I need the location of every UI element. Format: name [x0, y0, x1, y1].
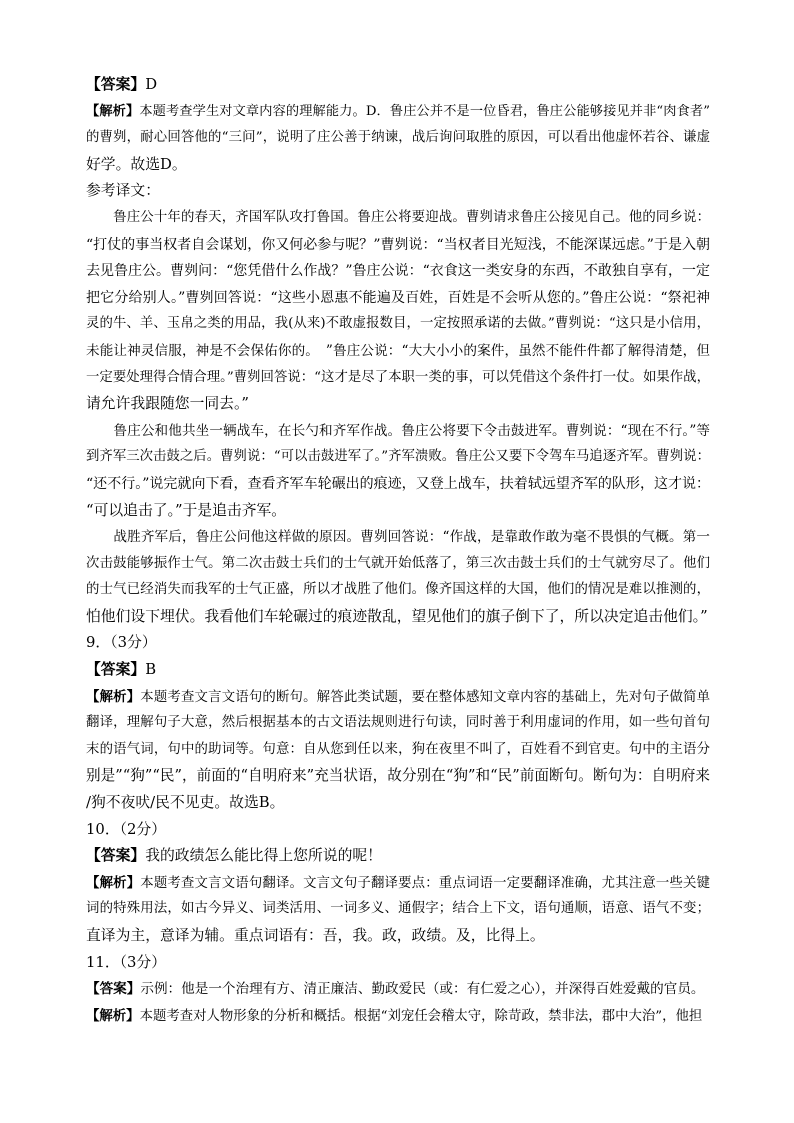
line-text: D	[145, 76, 158, 93]
text-line	[86, 524, 710, 551]
line-text: B	[145, 661, 157, 679]
line-text: 未能让神灵信服，神是不会保佑你的。 ”鲁庄公说：“大大小小的案件，虽然不能件件都了解得清楚，但	[86, 342, 710, 359]
text-line	[86, 72, 710, 99]
line-text: 的曹刿，耐心回答他的“三问”，说明了庄公善于纳谏，战后询问取胜的原因，可以看出他虚怀若谷、谦虚	[86, 130, 710, 146]
line-text: /狗不夜吠/民不见吏。故选B。	[86, 794, 285, 812]
text-line	[86, 710, 710, 737]
text-line	[86, 577, 710, 604]
line-text: 去见鲁庄公。曹刿问：“您凭借什么作战？”鲁庄公说：“衣食这一类安身的东西，不敢独自享有，一定	[86, 263, 710, 280]
text-line	[86, 205, 710, 232]
text-line	[86, 763, 710, 790]
text-line	[86, 498, 710, 525]
section-tag: 【解析】	[86, 874, 141, 891]
line-text: 末的语气词，句中的助词等。句意：自从您到任以来，狗在夜里不叫了，百姓看不到官吏。句中的主语分	[86, 741, 710, 757]
line-text: 鲁庄公和他共坐一辆战车，在长勺和齐军作战。鲁庄公将要下令击鼓进军。曹刿说：“现在不行。”等	[86, 422, 710, 439]
line-text: “可以追击了。”于是追击齐军。	[86, 501, 287, 519]
text-line	[86, 551, 710, 578]
text-line	[86, 950, 710, 977]
line-text: 9．（3分）	[86, 634, 157, 652]
line-text: 直译为主，意译为辅。重点词语有：吾，我。政，政绩。及，比得上。	[86, 927, 545, 944]
line-text: 战胜齐军后，鲁庄公问他这样做的原因。曹刿回答说：“作战，是靠敢作敢为毫不畏惧的气概。第一	[86, 529, 710, 546]
line-text: 把它分给别人。”曹刿回答说：“这些小恩惠不能遍及百姓，百姓是不会听从您的。”鲁庄公说：“祭祀神	[86, 289, 710, 306]
text-line	[86, 630, 710, 657]
line-text: 10．（2分）	[86, 820, 167, 838]
line-text: “打仗的事当权者自会谋划，你又何必参与呢？”曹刿说：“当权者目光短浅，不能深谋远虑。”于是入朝	[86, 236, 710, 253]
section-tag: 【解析】	[86, 1007, 140, 1024]
text-line	[86, 976, 710, 1003]
text-line	[86, 1003, 710, 1030]
text-line	[86, 311, 710, 338]
line-text: 本题考查学生对文章内容的理解能力。D．鲁庄公并不是一位昏君，鲁庄公能够接见并非“肉食者”	[139, 103, 710, 119]
text-line	[86, 365, 710, 392]
text-line	[86, 684, 710, 711]
section-tag: 【答案】	[86, 847, 146, 865]
section-tag: 【答案】	[86, 981, 141, 998]
text-line	[86, 817, 710, 844]
line-text: 好学。故选D。	[86, 155, 187, 173]
section-tag: 【解析】	[86, 688, 141, 705]
line-text: 次击鼓能够振作士气。第二次击鼓士兵们的士气就开始低落了，第三次击鼓士兵们的士气就穷尽了。他们	[86, 555, 710, 571]
text-line	[86, 657, 710, 684]
line-text: 我的政绩怎么能比得上您所说的呢！	[145, 847, 382, 865]
text-line	[86, 790, 710, 817]
line-text: 本题考查文言文语句的断句。解答此类试题，要在整体感知文章内容的基础上，先对句子做简单	[140, 689, 711, 705]
line-text: 灵的牛、羊、玉帛之类的用品，我(从来)不敢虚报数目，一定按照承诺的去做。”曹刿说：“这只是小信用，	[86, 316, 710, 332]
line-text: 请允许我跟随您一同去。”	[86, 395, 249, 413]
line-text: 鲁庄公十年的春天，齐国军队攻打鲁国。鲁庄公将要迎战。曹刿请求鲁庄公接见自己。他的同乡说：	[86, 209, 710, 225]
text-line	[86, 391, 710, 418]
text-line	[86, 125, 710, 152]
text-line	[86, 604, 710, 631]
section-tag: 【解析】	[86, 103, 140, 119]
section-tag: 【答案】	[86, 76, 146, 93]
text-line	[86, 338, 710, 365]
line-text: “还不行。”说完就向下看，查看齐军车轮碾出的痕迹，又登上战车，扶着轼远望齐军的队形，这才说：	[86, 475, 710, 492]
text-line	[86, 285, 710, 312]
text-line	[86, 152, 710, 179]
line-text: 11．（3分）	[86, 953, 167, 971]
text-line	[86, 418, 710, 445]
text-line	[86, 737, 710, 764]
line-text: 翻译，理解句子大意，然后根据基本的古文语法规则进行句读，同时善于利用虚词的作用，如一些句首句	[86, 715, 710, 731]
section-tag: 【答案】	[86, 661, 146, 679]
line-text: 别是”“狗”“民”，前面的“自明府来”充当状语，故分别在“狗”和“民”前面断句。断句为：自明府来	[86, 767, 710, 785]
text-line	[86, 99, 710, 126]
text-line	[86, 843, 710, 870]
line-text: 到齐军三次击鼓之后。曹刿说：“可以击鼓进军了。”齐军溃败。鲁庄公又要下令驾车马追逐齐军。曹刿说：	[86, 449, 710, 465]
text-line	[86, 923, 710, 950]
line-text: 一定要处理得合情合理。”曹刿回答说：“这才是尽了本职一类的事，可以凭借这个条件打一仗。如果作战，	[86, 369, 710, 385]
line-text: 示例：他是一个治理有方、清正廉洁、勤政爱民（或：有仁爱之心），并深得百姓爱戴的官员。	[140, 981, 705, 998]
text-line	[86, 232, 710, 259]
line-text: 怕他们设下埋伏。我看他们车轮碾过的痕迹散乱，望见他们的旗子倒下了，所以决定追击他们。”	[86, 607, 708, 625]
text-line	[86, 178, 710, 205]
text-line	[86, 870, 710, 897]
line-text: 词的特殊用法，如古今异义、词类活用、一词多义、通假字；结合上下文，语句通顺，语意、语气不变；	[86, 901, 710, 917]
document-page	[86, 72, 710, 1029]
line-text: 的士气已经消失而我军的士气正盛，所以才战胜了他们。像齐国这样的大国，他们的情况是难以推测的，	[86, 582, 710, 598]
text-line	[86, 444, 710, 471]
text-line	[86, 471, 710, 498]
line-text: 本题考查文言文语句翻译。文言文句子翻译要点：重点词语一定要翻译准确，尤其注意一些关键	[140, 875, 711, 891]
text-line	[86, 258, 710, 285]
text-line	[86, 896, 710, 923]
line-text: 参考译文：	[86, 182, 160, 200]
line-text: 本题考查对人物形象的分析和概括。根据“刘宠任会稽太守，除苛政，禁非法，郡中大治”，他担	[139, 1008, 703, 1024]
